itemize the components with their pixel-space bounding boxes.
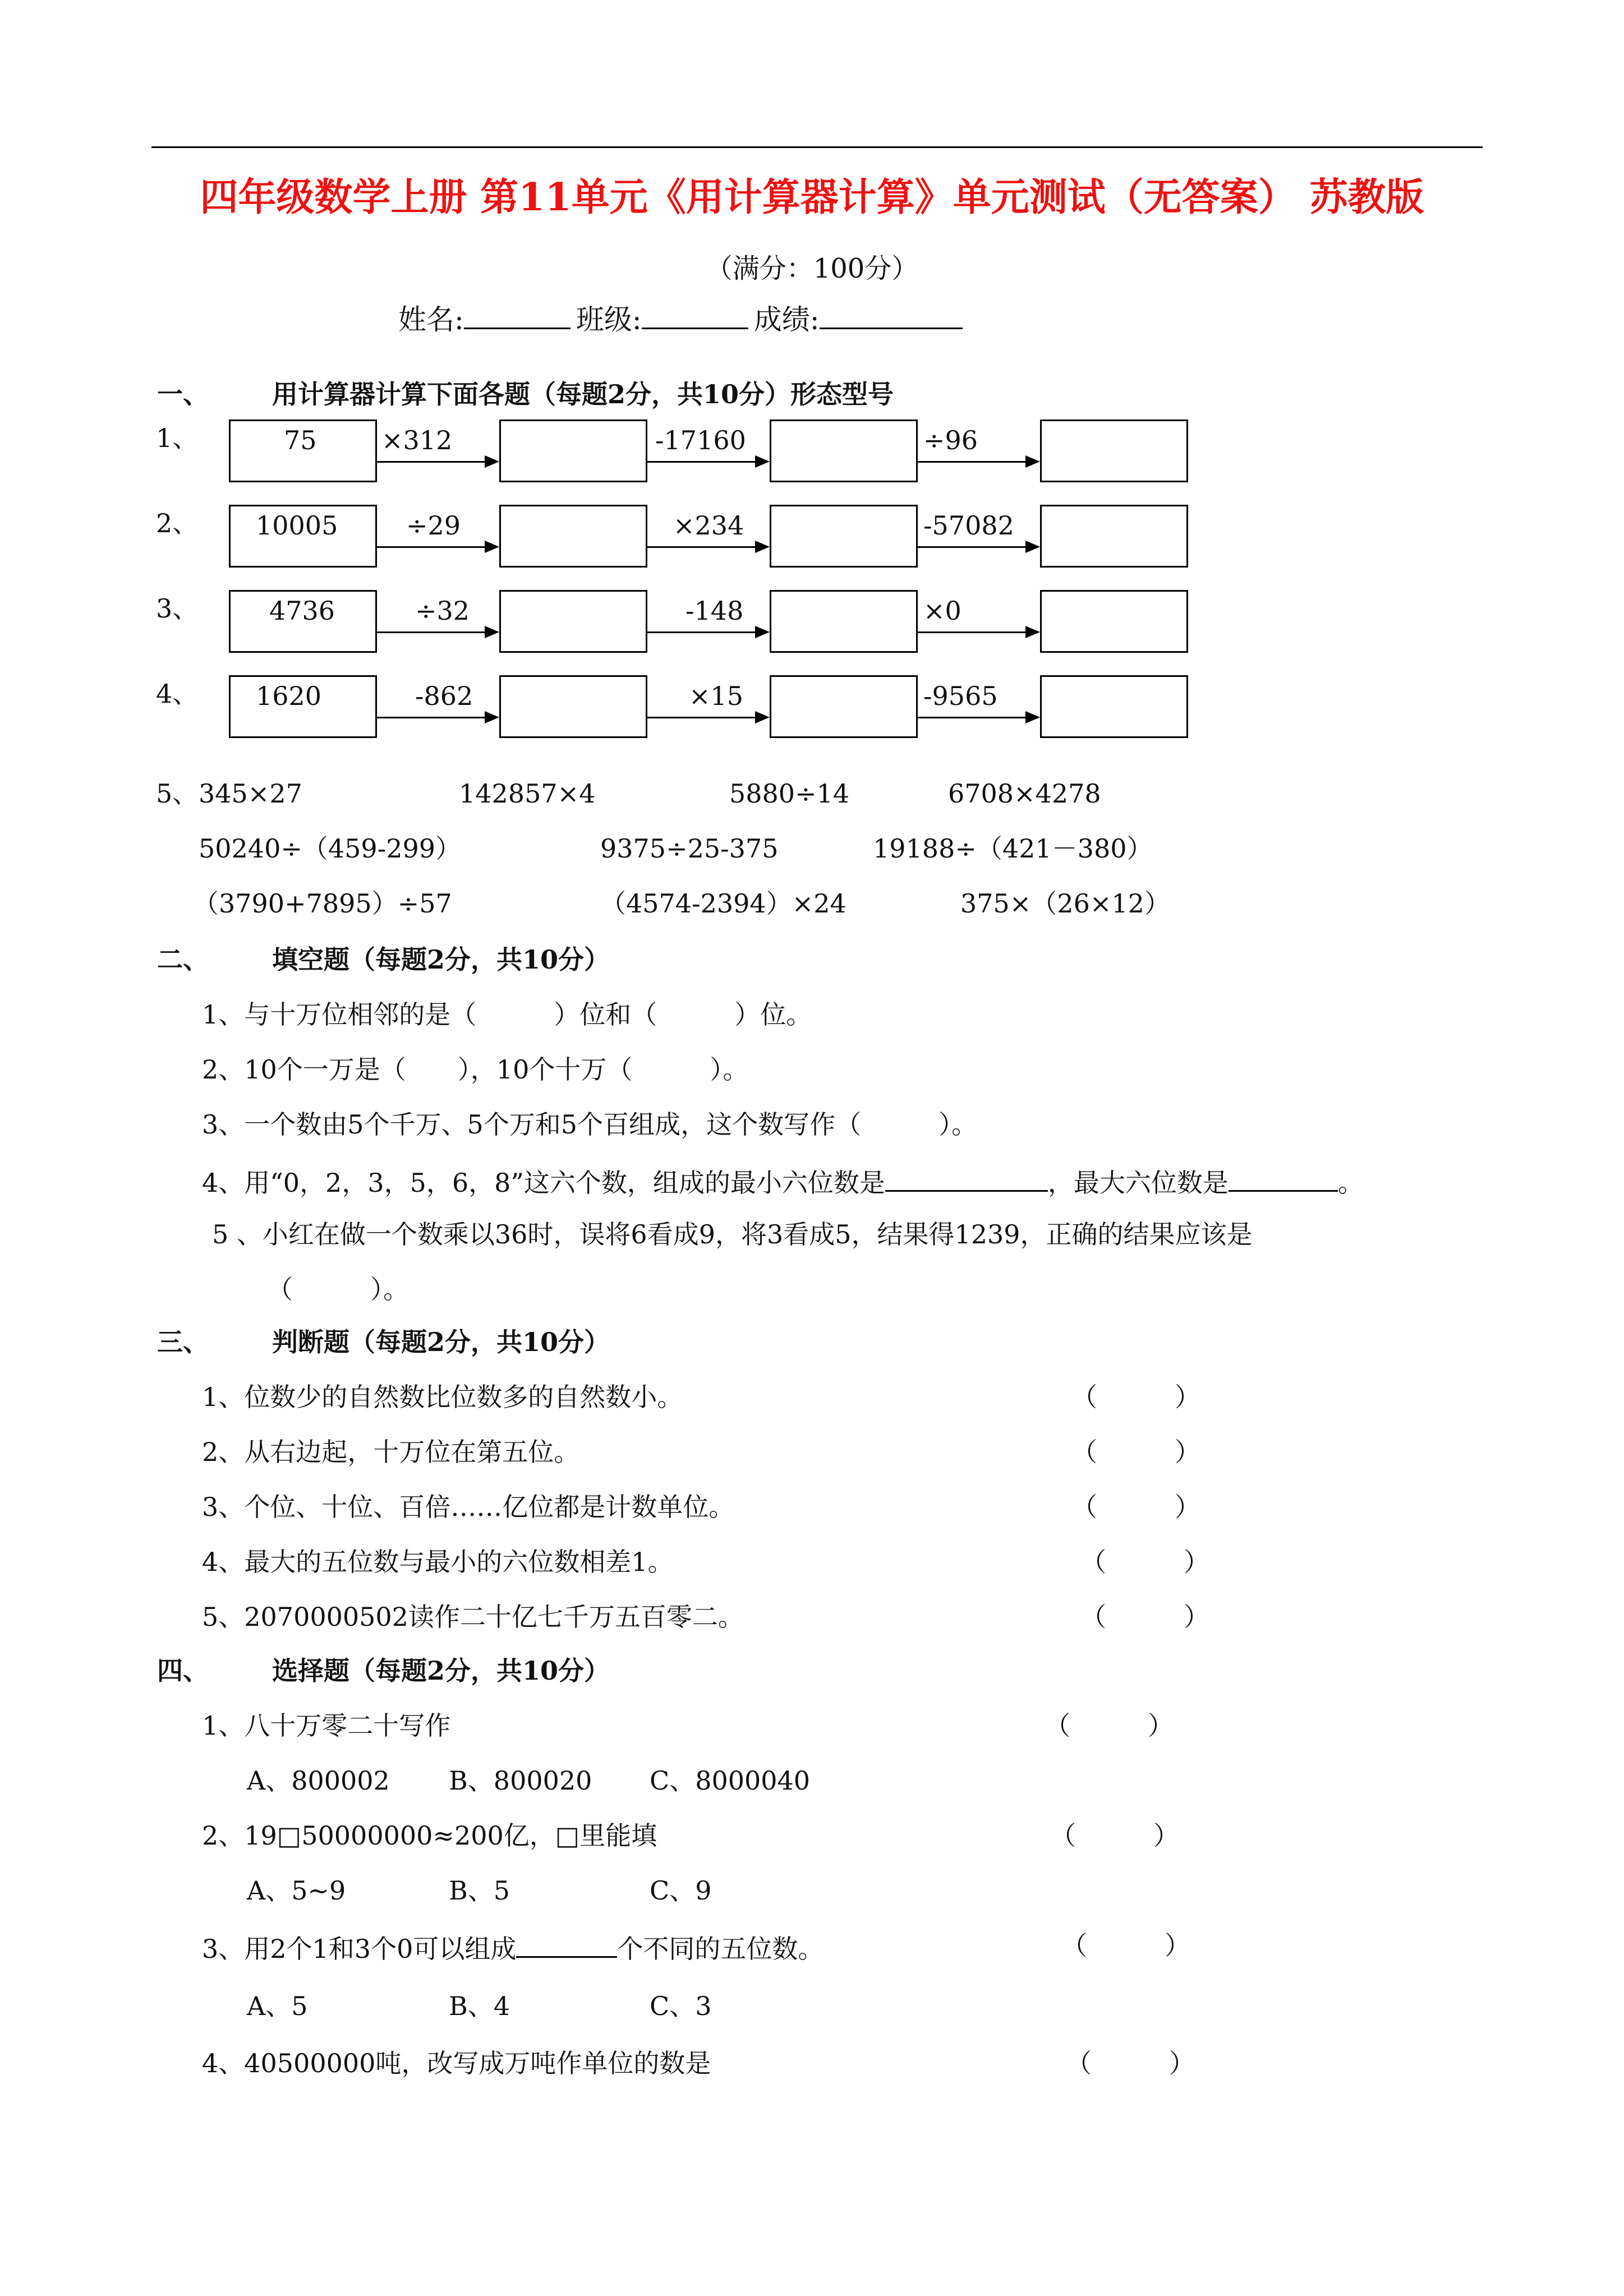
student-info (398, 297, 963, 338)
name-label: 姓名 (398, 303, 454, 336)
top-rule (151, 146, 1483, 148)
answer-box[interactable] (499, 675, 647, 738)
calc-item: 19188÷（421－380） (873, 833, 1153, 864)
choice-q3-text: 3、用2个1和3个0可以组成 (202, 1934, 517, 1964)
fill-q4-end: 。 (1337, 1168, 1364, 1198)
choice-paren[interactable]: （ ） (1045, 1711, 1174, 1741)
fill-q4 (202, 1167, 1364, 1196)
judge-paren[interactable]: （ ） (1071, 1382, 1200, 1412)
option-c[interactable]: C、3 (650, 1991, 712, 2021)
calc-item: 375×（26×12） (960, 888, 1170, 919)
option-b[interactable]: B、5 (449, 1875, 510, 1906)
calc-item: 142857×4 (459, 778, 596, 809)
option-a[interactable]: A、5 (247, 1991, 308, 2021)
answer-box[interactable] (770, 590, 918, 653)
option-a[interactable]: A、800002 (247, 1765, 390, 1796)
operation: ÷32 (415, 596, 470, 626)
choice-q3-text-2: 个不同的五位数。 (617, 1934, 824, 1964)
colon: : (632, 303, 642, 336)
answer-box[interactable] (770, 419, 918, 482)
judge-paren[interactable]: （ ） (1080, 1602, 1209, 1632)
arrow (918, 631, 1038, 633)
judge-paren[interactable]: （ ） (1071, 1437, 1200, 1467)
answer-box[interactable] (1040, 505, 1188, 568)
section-4-heading: 选择题（每题2分，共10分） (272, 1656, 610, 1686)
fill-q5-answer: （ ）。 (267, 1274, 409, 1304)
operation: ×15 (689, 681, 744, 711)
calc-item: （4574-2394）×24 (600, 888, 846, 919)
fill-q4-text: 4、用“0，2，3，5，6，8”这六个数，组成的最小六位数是 (202, 1168, 885, 1198)
calc-item: （3790+7895）÷57 (193, 888, 452, 919)
arrow (918, 461, 1038, 463)
arrow (377, 546, 497, 548)
count-blank[interactable] (516, 1933, 617, 1958)
calc-item: 345×27 (199, 778, 302, 809)
start-value: 10005 (256, 510, 338, 541)
max-number-blank[interactable] (1229, 1167, 1338, 1192)
choice-q4: 4、40500000吨，改写成万吨作单位的数是 (202, 2048, 711, 2078)
answer-box[interactable] (1040, 675, 1188, 738)
operation: ×234 (673, 510, 744, 541)
arrow (918, 546, 1038, 548)
colon: : (454, 303, 464, 336)
row-label: 3、 (156, 593, 199, 624)
judge-item: 3、个位、十位、百倍……亿位都是计数单位。 (202, 1492, 735, 1522)
name-blank[interactable] (464, 304, 571, 329)
section-1-heading: 用计算器计算下面各题（每题2分，共10分）形态型号 (272, 379, 894, 409)
start-value: 1620 (256, 681, 322, 711)
class-blank[interactable] (642, 304, 748, 329)
arrow (647, 546, 767, 548)
operation: -148 (686, 596, 744, 626)
option-a[interactable]: A、5~9 (247, 1875, 346, 1906)
calc-item: 5880÷14 (729, 778, 850, 809)
option-c[interactable]: C、8000040 (650, 1765, 811, 1796)
arrow (647, 717, 767, 718)
full-score: （满分：100分） (705, 253, 919, 284)
fill-q2: 2、10个一万是（ ），10个十万（ ）。 (202, 1054, 749, 1085)
choice-q1: 1、八十万零二十写作 (202, 1711, 451, 1741)
operation: ×0 (923, 596, 961, 626)
option-c[interactable]: C、9 (650, 1875, 712, 1906)
fill-q4-text-2: ，最大六位数是 (1047, 1168, 1229, 1198)
arrow (377, 461, 497, 463)
min-number-blank[interactable] (885, 1167, 1048, 1192)
arrow (647, 461, 767, 463)
fill-q1: 1、与十万位相邻的是（ ）位和（ ）位。 (202, 999, 812, 1030)
start-value: 75 (284, 425, 317, 455)
judge-item: 2、从右边起，十万位在第五位。 (202, 1437, 580, 1467)
choice-paren[interactable]: （ ） (1066, 2048, 1195, 2078)
arrow (377, 631, 497, 633)
class-label: 班级 (576, 303, 632, 336)
calc-item: 9375÷25-375 (600, 833, 779, 864)
arrow (377, 717, 497, 718)
section-4-number: 四、 (157, 1656, 209, 1686)
calc-item: 50240÷（459-299） (199, 833, 462, 864)
score-blank[interactable] (820, 304, 963, 329)
q5-label: 5、 (156, 778, 199, 809)
choice-paren[interactable]: （ ） (1050, 1820, 1179, 1851)
row-label: 2、 (156, 508, 199, 538)
answer-box[interactable] (499, 505, 647, 568)
operation: ÷29 (406, 510, 461, 541)
arrow (918, 717, 1038, 718)
start-value: 4736 (269, 596, 335, 626)
section-2-number: 二、 (157, 944, 209, 975)
section-3-number: 三、 (157, 1327, 209, 1357)
answer-box[interactable] (499, 590, 647, 653)
choice-paren[interactable]: （ ） (1061, 1930, 1190, 1961)
page-title: 四年级数学上册 第11单元《用计算器计算》单元测试（无答案） 苏教版 (200, 175, 1424, 220)
row-label: 4、 (156, 679, 199, 709)
judge-item: 4、最大的五位数与最小的六位数相差1。 (202, 1547, 674, 1577)
colon: : (809, 303, 820, 336)
judge-item: 1、位数少的自然数比位数多的自然数小。 (202, 1382, 683, 1412)
operation: -862 (415, 681, 473, 711)
fill-q3: 3、一个数由5个千万、5个万和5个百组成，这个数写作（ ）。 (202, 1109, 978, 1140)
operation: ÷96 (923, 425, 978, 455)
answer-box[interactable] (770, 505, 918, 568)
section-3-heading: 判断题（每题2分，共10分） (272, 1327, 610, 1357)
answer-box[interactable] (1040, 590, 1188, 653)
section-1-number: 一、 (157, 379, 209, 409)
score-label: 成绩 (753, 303, 810, 336)
arrow (647, 631, 767, 633)
answer-box[interactable] (499, 419, 647, 482)
answer-box[interactable] (1040, 419, 1188, 482)
operation: -57082 (923, 510, 1014, 541)
judge-paren[interactable]: （ ） (1071, 1492, 1200, 1522)
section-2-heading: 填空题（每题2分，共10分） (272, 944, 610, 975)
calc-item: 6708×4278 (948, 778, 1101, 809)
judge-item: 5、2070000502读作二十亿七千万五百零二。 (202, 1602, 744, 1632)
option-b[interactable]: B、800020 (449, 1765, 592, 1796)
operation: -17160 (655, 425, 746, 455)
fill-q5: 5 、小红在做一个数乘以36时，误将6看成9，将3看成5，结果得1239，正确的结果应该是 (212, 1219, 1253, 1250)
choice-q3 (202, 1933, 823, 1962)
operation: -9565 (923, 681, 998, 711)
answer-box[interactable] (770, 675, 918, 738)
row-label: 1、 (156, 423, 199, 453)
judge-paren[interactable]: （ ） (1080, 1547, 1209, 1577)
option-b[interactable]: B、4 (449, 1991, 510, 2021)
operation: ×312 (381, 425, 453, 455)
choice-q2: 2、19□50000000≈200亿，□里能填 (202, 1820, 657, 1851)
